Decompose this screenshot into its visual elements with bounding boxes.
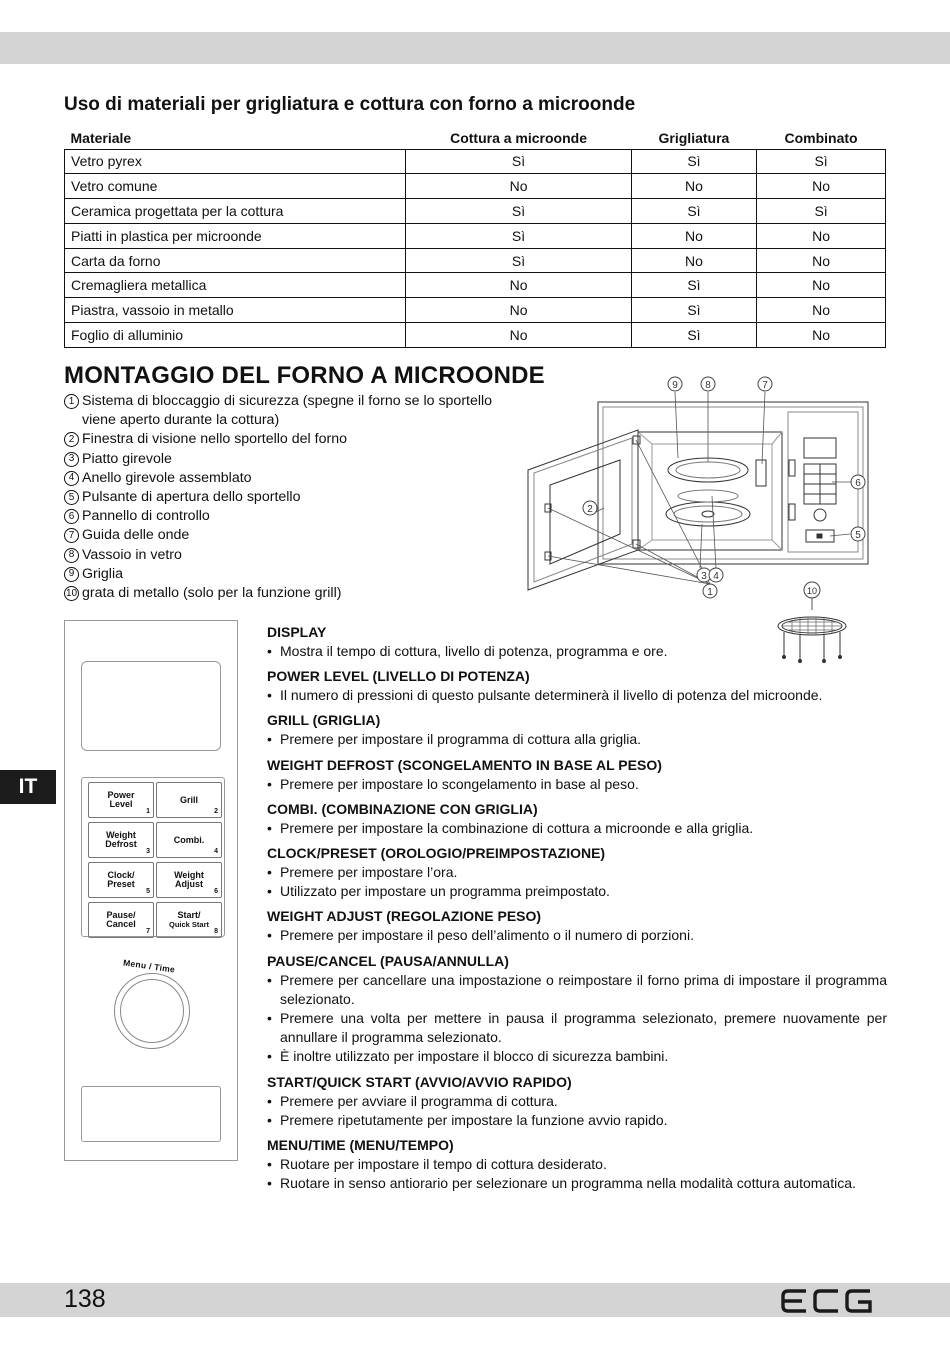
part-number-badge: 10 [64,586,79,601]
key-label-line2: Adjust [175,879,203,889]
table-cell: No [406,298,631,323]
table-cell: Carta da forno [65,248,406,273]
table-cell: Sì [406,149,631,174]
table-cell: No [631,248,756,273]
panel-key [156,822,222,858]
part-number-badge: 4 [64,471,79,486]
key-label-line1: Power [107,790,135,800]
key-label-line1: Weight [174,870,204,880]
parts-list-item [64,565,524,584]
table-cell: Cremagliera metallica [65,273,406,298]
key-number: 4 [214,848,218,855]
table-cell: Ceramica progettata per la cottura [65,199,406,224]
table-cell: No [631,174,756,199]
table-cell: Piatti in plastica per microonde [65,223,406,248]
parts-list-item [64,526,524,545]
function-bullet: • Premere per impostare il programma di cottura alla griglia. [267,730,887,749]
parts-list-item [64,450,524,469]
table-cell: No [757,273,886,298]
table-cell: Sì [757,149,886,174]
part-number-badge: 2 [64,432,79,447]
function-bullet: • Premere per impostare la combinazione di cottura a microonde e alla griglia. [267,819,887,838]
table-cell: Sì [631,199,756,224]
callout-6: 6 [855,478,861,489]
key-label-line1: Weight [106,830,136,840]
key-label-line1: Grill [179,794,198,805]
function-bullet: • Premere ripetutamente per impostare la funzione avvio rapido. [267,1111,887,1130]
key-label-line1: Start/ [177,910,201,920]
function-bullet: • Premere per impostare lo scongelamento in base al peso. [267,775,887,794]
table-row [65,199,886,224]
function-heading: CLOCK/PRESET (OROLOGIO/PREIMPOSTAZIONE) [267,845,606,862]
panel-keypad [81,777,225,937]
table-cell: Sì [406,199,631,224]
key-label-line2: Preset [107,879,135,889]
part-number-badge: 5 [64,490,79,505]
callout-5: 5 [855,530,861,541]
table-row [65,298,886,323]
function-bullets [267,1092,887,1130]
key-number: 8 [214,928,218,935]
table-cell: Sì [406,248,631,273]
table-cell: Foglio di alluminio [65,323,406,348]
part-number-badge: 1 [64,394,79,409]
callout-4: 4 [713,571,719,582]
table-cell: No [757,248,886,273]
part-label: Vassoio in vetro [82,546,182,563]
table-cell: No [406,273,631,298]
table-row [65,174,886,199]
function-bullet: • Il numero di pressioni di questo pulsante determinerà il livello di potenza del microonde. [267,686,887,705]
part-number-badge: 7 [64,528,79,543]
function-heading: GRILL (GRIGLIA) [267,712,381,729]
part-label: Anello girevole assemblato [82,469,252,486]
callout-8: 8 [705,380,711,391]
table-cell: Sì [406,223,631,248]
functions-description [267,623,887,1193]
ecg-logo [780,1288,874,1314]
function-bullet: • Premere per impostare l’ora. [267,863,887,882]
part-number-badge: 6 [64,509,79,524]
key-label-line1: Combi. [173,834,205,845]
part-number-badge: 9 [64,567,79,582]
function-heading: COMBI. (COMBINAZIONE CON GRIGLIA) [267,800,538,817]
oven-diagram [520,372,880,608]
callout-7: 7 [762,380,768,391]
function-bullets [267,775,887,794]
key-label-line2: Cancel [106,919,136,929]
parts-list-item [64,546,524,565]
function-bullet: • Ruotare per impostare il tempo di cottura desiderato. [267,1155,887,1174]
function-bullets [267,863,887,901]
callout-10: 10 [806,586,818,596]
table-row [65,223,886,248]
function-bullet: • Mostra il tempo di cottura, livello di potenza, programma e ore. [267,642,887,661]
function-bullet: • Premere una volta per mettere in pausa il programma selezionato, premere nuovamente per annullare il programma selezionato. [267,1009,887,1047]
table-header-cell: Materiale [70,130,132,147]
function-bullets [267,926,887,945]
callout-3: 3 [701,571,707,582]
oven-cavity [638,432,782,550]
table-cell: Vetro pyrex [65,149,406,174]
table-cell: Sì [631,298,756,323]
table-cell: Sì [631,273,756,298]
key-label-line2: Level [109,799,133,809]
table-header-cell: Cottura a microonde [450,130,587,147]
panel-keys [804,464,836,504]
table-cell: Sì [757,199,886,224]
part-label: Finestra di visione nello sportello del forno [82,431,347,448]
mount-title: MONTAGGIO DEL FORNO A MICROONDE [64,362,545,389]
table-row [65,248,886,273]
part-label: Pulsante di apertura dello sportello [82,489,301,506]
function-bullet: • È inoltre utilizzato per impostare il blocco di sicurezza bambini. [267,1047,887,1066]
table-cell: No [406,174,631,199]
table-header-row [65,128,886,149]
function-heading: POWER LEVEL (LIVELLO DI POTENZA) [267,668,530,685]
function-bullets [267,642,887,661]
key-number: 3 [146,848,150,855]
page-number: 138 [64,1285,106,1313]
parts-list-item [64,392,524,430]
table-cell: No [757,174,886,199]
table-row [65,273,886,298]
key-number: 6 [214,888,218,895]
control-panel-drawing [64,620,238,1161]
key-label-line1: Clock/ [107,870,135,880]
waveguide [756,460,766,486]
function-heading: START/QUICK START (AVVIO/AVVIO RAPIDO) [267,1073,572,1090]
part-label: Griglia [82,565,123,582]
part-label: Pannello di controllo [82,508,210,525]
panel-key [156,782,222,818]
table-header-cell: Grigliatura [658,130,730,147]
panel-key [156,902,222,938]
key-label-line2: Quick Start [168,920,209,929]
panel-door-button [81,1086,221,1142]
function-bullets [267,819,887,838]
panel-lcd [81,661,221,751]
language-tab: IT [0,770,56,804]
panel-dial [814,509,826,521]
panel-key [88,782,154,818]
function-bullet: • Premere per impostare il peso dell’alimento o il numero di porzioni. [267,926,887,945]
table-row [65,323,886,348]
function-bullet: • Premere per cancellare una impostazione o reimpostare il forno prima di impostare il programma selezionato. [267,971,887,1009]
table-cell: No [757,223,886,248]
table-cell: Sì [631,323,756,348]
key-number: 5 [146,888,150,895]
function-heading: WEIGHT ADJUST (REGOLAZIONE PESO) [267,908,542,925]
part-number-badge: 8 [64,548,79,563]
callout-9: 9 [672,380,678,391]
table-header-cell: Combinato [784,130,858,147]
table-cell: No [757,323,886,348]
table-cell: No [757,298,886,323]
panel-key [88,862,154,898]
part-label: grata di metallo (solo per la funzione grill) [82,585,342,602]
parts-list-item [64,488,524,507]
panel-key [156,862,222,898]
part-label: Piatto girevole [82,450,172,467]
header-band [0,32,950,64]
panel-display [804,438,836,458]
parts-list-item [64,584,524,603]
function-bullets [267,686,887,705]
function-bullet: • Utilizzato per impostare un programma preimpostato. [267,882,887,901]
function-bullets [267,971,887,1067]
parts-list-item [64,469,524,488]
key-label-line1: Pause/ [106,910,136,920]
panel-key [88,822,154,858]
function-bullet: • Ruotare in senso antiorario per selezionare un programma nella modalità cottura automatica. [267,1174,887,1193]
section-title: Uso di materiali per grigliatura e cottura con forno a microonde [64,94,636,115]
key-number: 2 [214,808,218,815]
table-cell: No [631,223,756,248]
part-number-badge: 3 [64,452,79,467]
parts-list-item [64,430,524,449]
callout-2: 2 [587,504,593,515]
menu-time-dial-knob [120,979,184,1043]
key-number: 7 [146,928,150,935]
function-heading: PAUSE/CANCEL (PAUSA/ANNULLA) [267,952,509,969]
table-row [65,149,886,174]
parts-list-item [64,507,524,526]
parts-list [64,392,524,603]
materials-table [64,128,886,348]
dial-label: Menu / Time [122,957,176,975]
function-bullets [267,730,887,749]
function-heading: DISPLAY [267,624,327,640]
callout-1: 1 [707,587,713,598]
part-label: Sistema di bloccaggio di sicurezza (spegne il forno se lo sportello viene aperto durante la cottura) [82,393,493,429]
function-heading: MENU/TIME (MENU/TEMPO) [267,1137,454,1154]
table-cell: No [406,323,631,348]
function-heading: WEIGHT DEFROST (SCONGELAMENTO IN BASE AL PESO) [267,756,662,773]
table-cell: Vetro comune [65,174,406,199]
table-cell: Piastra, vassoio in metallo [65,298,406,323]
key-label-line2: Defrost [105,839,137,849]
function-bullet: • Premere per avviare il programma di cottura. [267,1092,887,1111]
key-number: 1 [146,808,150,815]
panel-key [88,902,154,938]
table-cell: Sì [631,149,756,174]
part-label: Guida delle onde [82,527,190,544]
function-bullets [267,1155,887,1193]
